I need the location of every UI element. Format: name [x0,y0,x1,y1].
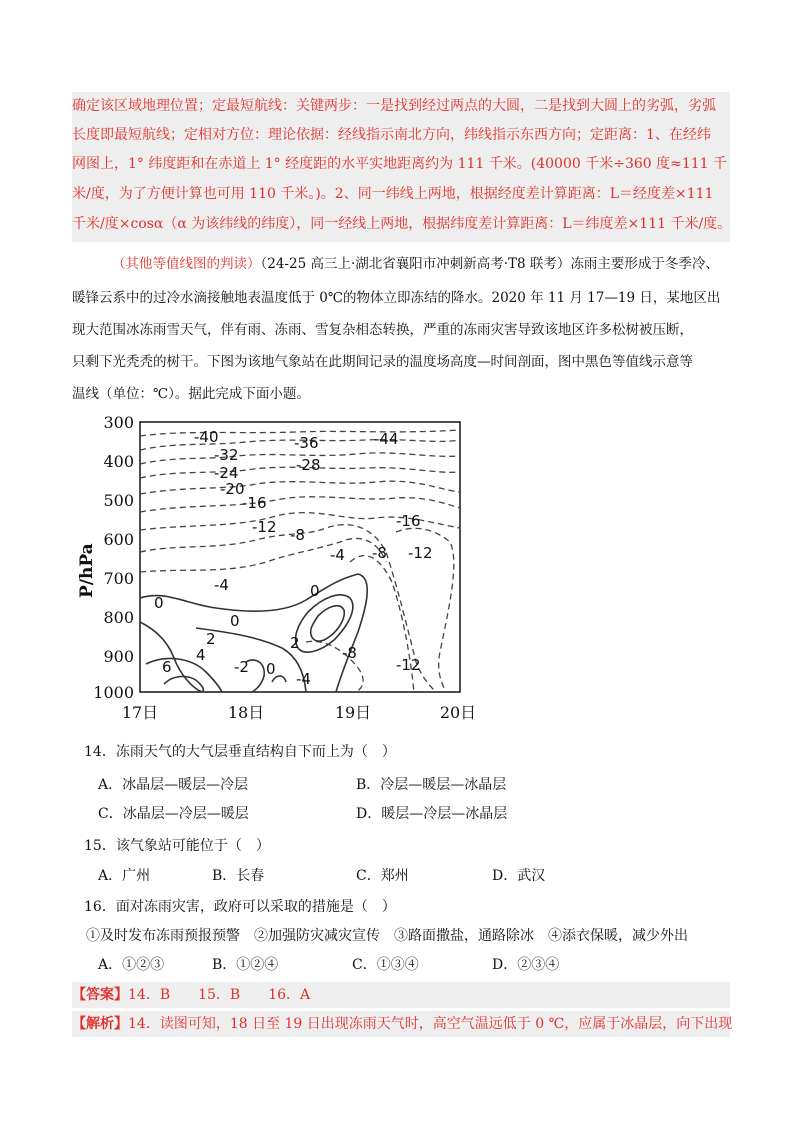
analysis-line [72,1014,732,1034]
intro-line: 米/度，为了方便计算也可用 110 千米。)。2、同一纬线上两地，根据经度差计算距离：L＝经度差×111 [72,186,714,202]
analysis-bar [72,1011,733,1037]
y-tick-label: 800 [103,608,134,627]
question-16-stem: 16．面对冻雨灾害，政府可以采取的措施是（ ） [84,899,396,915]
passage-line-1 [112,254,719,274]
source-label: （24-25 高三上·湖北省襄阳市冲刺新高考·T8 联考） [260,256,571,272]
contour-label: -36 [294,434,319,452]
contour-label: -40 [194,428,219,446]
option-b[interactable]: B．长春 [212,868,265,884]
contour-label: -8 [290,526,305,544]
y-tick-label: 300 [103,413,134,432]
contour-label: -20 [220,480,245,498]
passage-text: 冻雨主要形成于冬季冷、 [570,256,719,272]
contour-label: 0 [154,594,164,612]
contour-label: -28 [296,456,321,474]
contour-label: -12 [396,656,421,674]
contour-label: -8 [342,644,357,662]
contour-label: -16 [396,512,421,530]
x-tick-label: 18日 [227,703,265,722]
analysis-text: 14．读图可知，18 日至 19 日出现冻雨天气时，高空气温远低于 0 ℃，应属于冰晶层，向下出现 [128,1016,733,1032]
contour-label: 2 [290,634,300,652]
answer-bar [72,982,730,1008]
section-tag: （其他等值线图的判读） [112,256,261,272]
contour-label: -8 [372,544,387,562]
question-14-stem: 14．冻雨天气的大气层垂直结构自下而上为（ ） [84,744,396,760]
positive-isotherms [140,574,367,692]
intro-line: 长度即最短航线；定相对方位：理论依据：经线指示南北方向，纬线指示东西方向；定距离：1、在经纬 [72,127,711,143]
option-b[interactable]: B．①②④ [212,957,279,973]
passage-line: 现大范围冰冻雨雪天气，伴有雨、冻雨、雪复杂相态转换，严重的冻雨灾害导致该地区许多松树被压断， [72,322,693,338]
y-tick-label: 700 [103,569,134,588]
contour-label: 2 [206,630,216,648]
contour-label: -2 [234,658,249,676]
y-tick-label: 900 [103,647,134,666]
contour-label: 0 [230,612,240,630]
option-c[interactable]: C．①③④ [352,957,419,973]
option-d[interactable]: D．暖层—冷层—冰晶层 [356,806,508,822]
contour-label: -4 [330,546,345,564]
question-16-measures: ①及时发布冻雨预报预警 ②加强防灾减灾宣传 ③路面撒盐，通路除冰 ④添衣保暖，减少外出 [86,928,688,944]
y-axis-title: P/hPa [77,543,97,598]
passage-line: 只剩下光秃秃的树干。下图为该地气象站在此期间记录的温度场高度—时间剖面，图中黑色等值线示意等 [72,354,693,370]
option-a[interactable]: A．广州 [98,868,151,884]
intro-line: 网图上，1° 纬度距和在赤道上 1° 经度距的水平实地距离约为 111 千米。(40000 千米÷360 度≈111 千 [72,156,728,172]
contour-label: -12 [252,518,277,536]
contour-label: 4 [196,646,206,664]
contour-label: -24 [214,464,239,482]
intro-block [72,92,730,242]
y-tick-label: 400 [103,452,134,471]
passage-line: 温线（单位：℃）。据此完成下面小题。 [72,386,310,402]
contour-label: -32 [214,446,239,464]
option-a[interactable]: A．冰晶层—暖层—冷层 [98,777,249,793]
passage-line: 暖锋云系中的过冷水滴接触地表温度低于 0℃的物体立即冻结的降水。2020 年 11 月 17—19 日，某地区出 [72,290,721,306]
y-tick-label: 1000 [93,683,134,702]
answer-label: 【答案】 [72,987,128,1003]
option-c[interactable]: C．冰晶层—冷层—暖层 [98,806,249,822]
question-15-stem: 15．该气象站可能位于（ ） [84,838,270,854]
y-tick-label: 500 [103,491,134,510]
option-d[interactable]: D．②③④ [492,957,560,973]
contour-label: -4 [296,670,311,688]
option-c[interactable]: C．郑州 [356,868,409,884]
x-tick-label: 20日 [439,703,477,722]
option-a[interactable]: A．①②③ [98,957,165,973]
option-d[interactable]: D．武汉 [492,868,546,884]
analysis-label: 【解析】 [72,1016,128,1032]
contour-label: -12 [408,544,433,562]
x-tick-label: 19日 [334,703,372,722]
contour-label: -44 [374,430,399,448]
option-b[interactable]: B．冷层—暖层—冰晶层 [356,777,507,793]
contour-label: 0 [310,582,320,600]
intro-line: 确定该区域地理位置；定最短航线：关键两步：一是找到经过两点的大圆，二是找到大圆上的劣弧，劣弧 [72,98,716,114]
x-tick-label: 17日 [121,703,159,722]
answer-text: 14．B 15．B 16．A [128,987,311,1003]
intro-line: 千米/度×cosα（α 为该纬线的纬度），同一经线上两地，根据纬度差计算距离：L＝纬度差×111 千米/度。 [72,216,732,232]
y-tick-label: 600 [103,530,134,549]
contour-label: -16 [242,494,267,512]
contour-label: -4 [214,576,229,594]
answer-line [72,985,310,1005]
temperature-profile-chart [77,412,486,724]
contour-label: 6 [162,658,172,676]
contour-label: 0 [266,660,276,678]
y-axis [93,413,134,702]
x-axis [122,703,476,722]
